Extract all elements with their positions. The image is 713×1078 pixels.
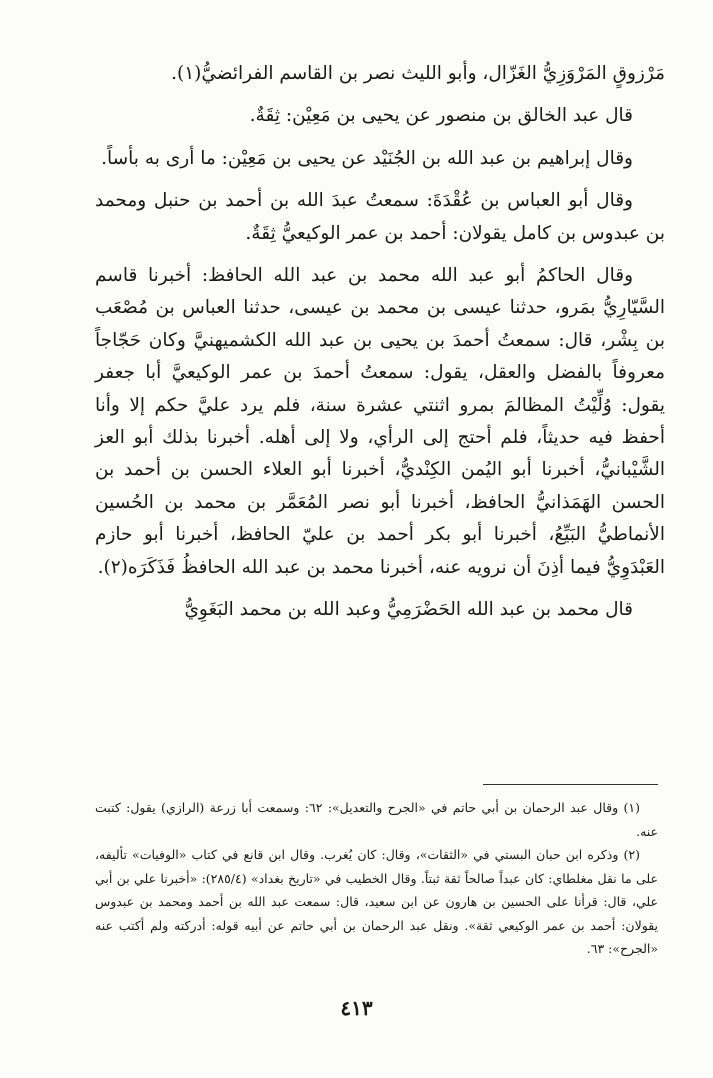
paragraph-3: وقال إبراهيم بن عبد الله بن الجُنَيْد عن يحيى بن مَعِيْن: ما أرى به بأساً. (101, 147, 633, 169)
footnote-divider (483, 784, 658, 785)
paragraph-2: قال عبد الخالق بن منصور عن يحيى بن مَعِيْن: ثِقَةٌ. (249, 105, 633, 127)
footnote-2: (٢) وذكره ابن حبان البستي في «الثقات»، وقال: كان يُغرب. وقال ابن قانع في كتاب «الوفيات» تأليفه، على ما نقل مغلطاي: كان عبداً صالحاً ثقة ثبتاً. وقال الخطيب في «تاريخ بغداد» (٢٨٥/٤): «أخبرنا علي بن أبي علي، قال: قرأنا على الحسين بن هارون عن ابن سعيد، قال: سمعت عبد الله بن أحمد ومحمد بن عبدوس يقولان: أحمد بن عمر الوكيعي ثقة». ونقل عبد الرحمان بن أبي حاتم عن أبيه قوله: أدركته ولم أكتب عنه «الجرح»: ٦٣. (95, 847, 658, 956)
main-text (95, 58, 665, 637)
paragraph-5: وقال الحاكمُ أبو عبد الله محمد بن عبد الله الحافظ: أخبرنا قاسم السَّيّارِيُّ بمَرو، حدثنا عيسى بن محمد بن عيسى، حدثنا العباس بن مُصْعَب بن بِشْر، قال: سمعتُ أحمدَ بن يحيى بن عبد الله الكشميهنيَّ وكان حَجّاجاً معروفاً بالفضل والعقل، يقول: سمعتُ أحمدَ بن عمر الوكيعيَّ أبا جعفر يقول: وُلِّيْتُ المظالمَ بمرو اثنتي عشرة سنة، فلم يرد عليَّ حكم إلا وأنا أحفظ فيه حديثاً، فلم أحتج إلى الرأي، ولا إلى أهله. أخبرنا بذلك أبو العز الشَّيْبانيُّ، أخبرنا أبو اليُمن الكِنْديُّ، أخبرنا أبو العلاء الحسن بن أحمد بن الحسن الهَمَذانيُّ الحافظ، أخبرنا أبو نصر المُعَمَّر بن محمد بن الحُسين الأنماطيُّ البَيِّعُ، أخبرنا أبو بكر أحمد بن عليّ الحافظ، أخبرنا أبو حازم العَبْدَوِيُّ فيما أذِنَ أن نرويه عنه، أخبرنا محمد بن عبد الله الحافظُ فَذَكَرَه(٢). (95, 265, 665, 578)
footnote-1: (١) وقال عبد الرحمان بن أبي حاتم في «الجرح والتعديل»: ٦٢: وسمعت أبا زرعة (الرازي) يقول: كتبت عنه. (95, 800, 658, 839)
paragraph-6: قال محمد بن عبد الله الحَضْرَمِيُّ وعبد الله بن محمد البَغَوِيُّ (184, 599, 633, 621)
page-number: ٤١٣ (340, 996, 373, 1020)
paragraph-1: مَرْزوقٍ المَرْوَزِيُّ الغَزّال، وأبو الليث نصر بن القاسم الفرائضيُّ(١). (171, 63, 665, 84)
footnotes (95, 796, 658, 961)
paragraph-4: وقال أبو العباس بن عُقْدَةَ: سمعتُ عبدَ الله بن أحمد بن حنبل ومحمد بن عبدوس بن كامل يقولان: أحمد بن عمر الوكيعيُّ ثِقَةٌ. (95, 190, 665, 244)
